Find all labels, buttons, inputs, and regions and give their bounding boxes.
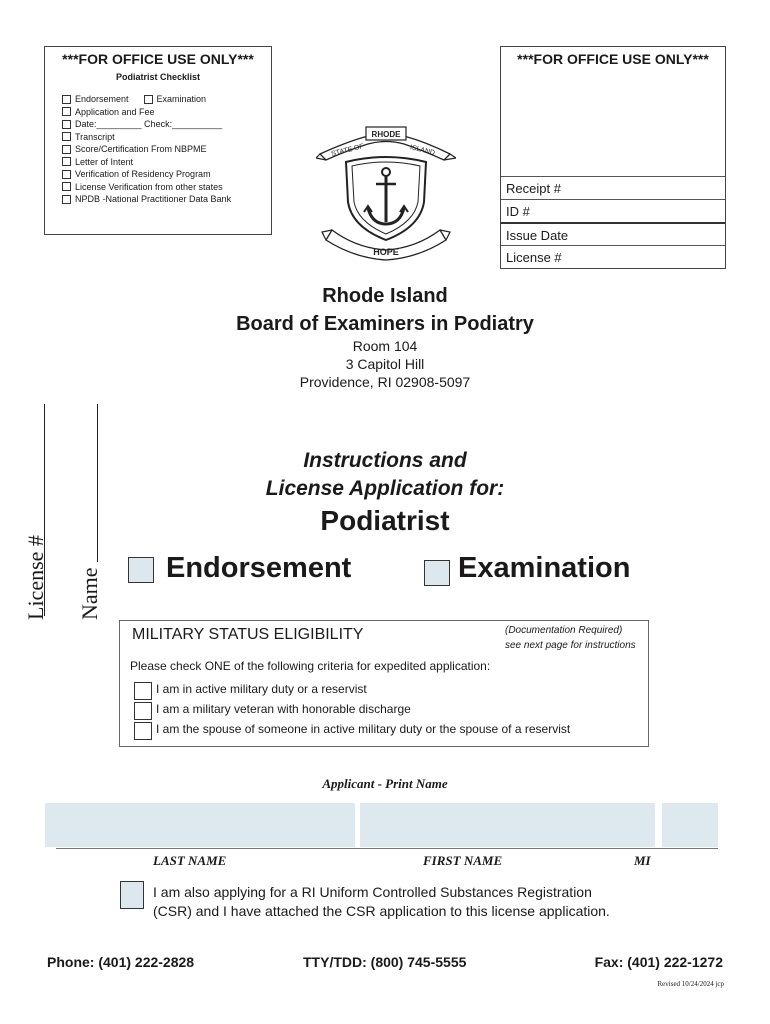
military-status-box (119, 620, 649, 747)
board-city: Providence, RI 02908-5097 (299, 374, 471, 390)
checklist-subtitle: Podiatrist Checklist (115, 72, 201, 82)
examination-label: Examination (458, 552, 631, 584)
checklist-item (62, 106, 271, 119)
checklist-item (62, 181, 271, 194)
last-name-field[interactable] (45, 803, 355, 847)
csr-text-line1: I am also applying for a RI Uniform Controlled Substances Registration (153, 884, 592, 900)
checklist-label: Verification of Residency Program (75, 169, 211, 179)
board-name: Board of Examiners in Podiatry (236, 313, 534, 335)
checklist-item (62, 118, 271, 131)
revision-note: Revised 10/24/2024 jcp (657, 980, 724, 988)
phone-number: Phone: (401) 222-2828 (47, 954, 195, 970)
examination-checkbox[interactable] (424, 560, 450, 586)
license-row[interactable]: License # (501, 245, 725, 268)
last-name-label: LAST NAME (153, 853, 227, 868)
rhode-island-seal (316, 122, 456, 262)
checklist-label: Transcript (75, 131, 115, 142)
office-use-checklist-box (44, 46, 272, 235)
instructions-line2: License Application for: (265, 477, 505, 500)
first-name-field[interactable] (360, 803, 655, 847)
military-note-instructions: see next page for instructions (505, 640, 636, 651)
endorsement-checkbox[interactable] (62, 95, 71, 104)
side-name-label: Name (77, 567, 102, 620)
checkbox[interactable] (62, 132, 71, 141)
active-duty-checkbox[interactable] (134, 682, 152, 700)
receipt-row[interactable]: Receipt # (501, 176, 725, 199)
examination-checkbox[interactable] (144, 95, 153, 104)
checkbox[interactable] (62, 120, 71, 129)
military-note: (Documentation Required) (505, 625, 623, 636)
checklist-label: License Verification from other states (75, 181, 223, 192)
mi-label: MI (634, 853, 651, 868)
checklist-item (62, 156, 271, 169)
state-name: Rhode Island (322, 285, 448, 307)
checklist-label: Score/Certification From NBPME (75, 144, 207, 154)
profession-title: Podiatrist (320, 505, 450, 536)
office-use-title: ***FOR OFFICE USE ONLY*** (62, 51, 254, 67)
issue-date-row[interactable]: Issue Date (501, 222, 725, 245)
checkbox[interactable] (62, 145, 71, 154)
checklist-item (62, 168, 271, 181)
seal-ring-left: STATE OF (330, 143, 365, 158)
office-use-box (500, 46, 726, 269)
checklist-label: NPDB -National Practitioner Data Bank (75, 194, 232, 204)
military-title: MILITARY STATUS ELIGIBILITY (132, 626, 364, 643)
endorsement-label: Endorsement (166, 552, 352, 584)
fax-number: Fax: (401) 222-1272 (594, 954, 723, 970)
board-street: 3 Capitol Hill (345, 356, 425, 372)
checkbox[interactable] (62, 107, 71, 116)
checklist-item (62, 193, 271, 206)
checklist-label: Examination (156, 94, 207, 104)
checkbox[interactable] (62, 157, 71, 166)
checklist-label: Letter of Intent (75, 156, 134, 167)
checklist-label: Application and Fee (75, 106, 155, 117)
checklist-item-type (62, 93, 271, 106)
military-option-label: I am in active military duty or a reservist (156, 682, 367, 696)
first-name-label: FIRST NAME (423, 853, 503, 868)
spouse-checkbox[interactable] (134, 722, 152, 740)
checklist-label: Date:_________ Check:__________ (75, 119, 223, 129)
seal-bottom-text: HOPE (373, 247, 399, 257)
seal-ring-right: ISLAND (409, 144, 436, 158)
mi-field[interactable] (662, 803, 718, 847)
military-prompt: Please check ONE of the following criteria for expedited application: (130, 659, 491, 673)
id-row[interactable]: ID # (501, 199, 725, 222)
office-use-title: ***FOR OFFICE USE ONLY*** (517, 51, 709, 67)
csr-checkbox[interactable] (120, 881, 144, 909)
checklist-item (62, 143, 271, 156)
csr-text-line2: (CSR) and I have attached the CSR application to this license application. (153, 903, 610, 919)
military-option-label: I am a military veteran with honorable discharge (156, 702, 411, 716)
checklist-label: Endorsement (75, 94, 129, 104)
name-underline (56, 848, 718, 849)
veteran-checkbox[interactable] (134, 702, 152, 720)
instructions-line1: Instructions and (303, 449, 467, 472)
board-room: Room 104 (352, 338, 418, 354)
endorsement-checkbox[interactable] (128, 557, 154, 583)
checklist (62, 93, 271, 206)
checkbox[interactable] (62, 182, 71, 191)
checkbox[interactable] (62, 170, 71, 179)
tty-number: TTY/TDD: (800) 745-5555 (303, 954, 467, 970)
applicant-heading: Applicant - Print Name (322, 776, 448, 791)
checklist-item (62, 131, 271, 144)
side-license-label: License # (23, 535, 48, 620)
checkbox[interactable] (62, 195, 71, 204)
military-option-label: I am the spouse of someone in active military duty or the spouse of a reservist (156, 722, 571, 736)
seal-top-text: RHODE (371, 130, 401, 139)
